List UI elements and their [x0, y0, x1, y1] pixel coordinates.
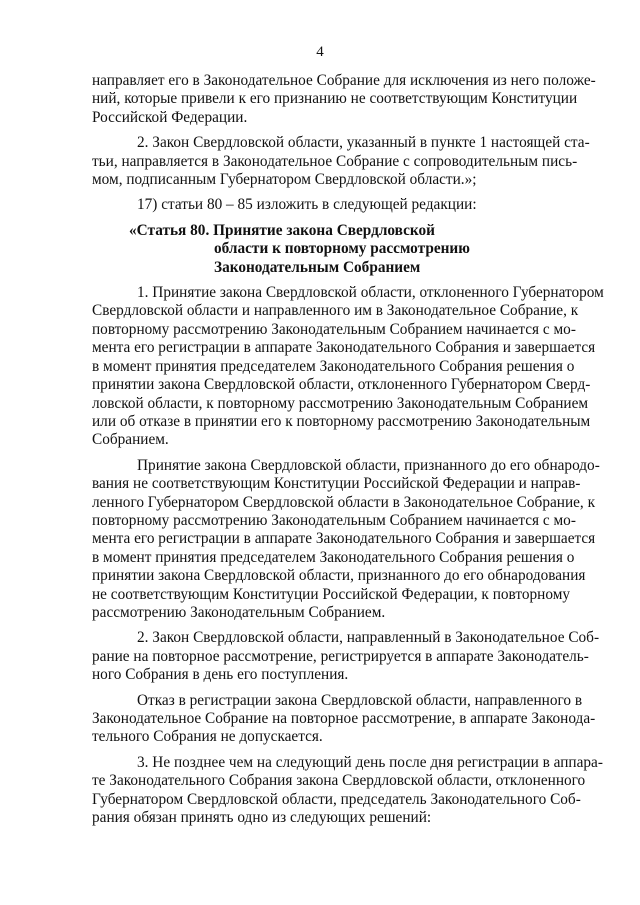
paragraph: [92, 196, 540, 214]
text-line: рания обязан принять одно из следующих решений:: [92, 809, 432, 827]
text-line: рание на повторное рассмотрение, регистрируется в аппарате Законодатель-: [92, 647, 589, 665]
text-line: ловской области, к повторному рассмотрению Законодательным Собранием: [92, 394, 589, 412]
text-line: рассмотрению Законодательным Собранием.: [92, 603, 386, 621]
text-line: повторному рассмотрению Законодательным Собранием начинается с мо-: [92, 320, 576, 338]
text-line: принятии закона Свердловской области, признанного до его обнародования: [92, 567, 586, 585]
title-line: Законодательным Собранием: [214, 258, 421, 276]
paragraph: [92, 134, 590, 189]
paragraph: [92, 691, 596, 747]
text-line: Свердловской области и направленного им в Законодательное Собрание, к: [92, 302, 579, 320]
text-line: мента его регистрации в аппарате Законодательного Собрания и завершается: [92, 530, 596, 548]
text-line: ного Собрания в день его поступления.: [92, 666, 349, 684]
page-number: 4: [316, 44, 324, 60]
text-line: 1. Принятие закона Свердловской области, отклоненного Губернатором: [137, 284, 604, 302]
text-line: в момент принятия председателем Законодательного Собрания решения о: [92, 548, 575, 566]
text-line: мента его регистрации в аппарате Законодательного Собрания и завершается: [92, 339, 596, 357]
text-line: ний, которые привели к его признанию не соответствующим Конституции: [92, 90, 578, 108]
text-line: или об отказе в принятии его к повторному рассмотрению Законодательным: [92, 412, 591, 430]
text-line: Губернатором Свердловской области, председатель Законодательного Соб-: [92, 790, 581, 808]
text-line: тельного Собрания не допускается.: [92, 728, 323, 746]
text-line: мом, подписанным Губернатором Свердловской области.»;: [92, 171, 477, 189]
text-line: принятии закона Свердловской области, отклоненного Губернатором Сверд-: [92, 376, 591, 394]
text-line: тьи, направляется в Законодательное Собрание с сопроводительным пись-: [92, 152, 578, 170]
text-line: ленного Губернатором Свердловской области в Законодательное Собрание, к: [92, 493, 595, 511]
text-line: 2. Закон Свердловской области, указанный в пункте 1 настоящей ста-: [137, 134, 590, 152]
text-line: 17) статьи 80 – 85 изложить в следующей редакции:: [137, 196, 477, 214]
text-line: те Законодательного Собрания закона Свердловской области, отклоненного: [92, 772, 586, 790]
text-line: направляет его в Законодательное Собрание для исключения из него положе-: [92, 72, 596, 89]
paragraph: [92, 629, 600, 684]
text-line: 3. Не позднее чем на следующий день после дня регистрации в аппара-: [137, 753, 603, 771]
title-line: области к повторному рассмотрению: [214, 240, 470, 258]
document-body: [92, 72, 604, 827]
text-line: Законодательное Собрание на повторное рассмотрение, в аппарате Законода-: [92, 710, 596, 727]
text-line: Собранием.: [92, 431, 169, 449]
text-line: 2. Закон Свердловской области, направленный в Законодательное Соб-: [137, 629, 600, 647]
text-line: вания не соответствующим Конституции Российской Федерации и направ-: [92, 475, 581, 493]
paragraph: [92, 284, 604, 450]
text-line: в момент принятия председателем Законодательного Собрания решения о: [92, 357, 575, 375]
article-title: [92, 222, 540, 277]
text-line: повторному рассмотрению Законодательным Собранием начинается с мо-: [92, 511, 576, 529]
text-line: не соответствующим Конституции Российской Федерации, к повторному: [92, 585, 571, 603]
text-line: Отказ в регистрации закона Свердловской области, направленного в: [137, 691, 583, 709]
title-line: «Статья 80. Принятие закона Свердловской: [129, 221, 435, 239]
paragraph: [92, 456, 600, 623]
paragraph: [92, 72, 596, 127]
text-line: Российской Федерации.: [92, 108, 248, 126]
text-line: Принятие закона Свердловской области, признанного до его обнародо-: [137, 456, 600, 474]
paragraph: [92, 753, 603, 828]
